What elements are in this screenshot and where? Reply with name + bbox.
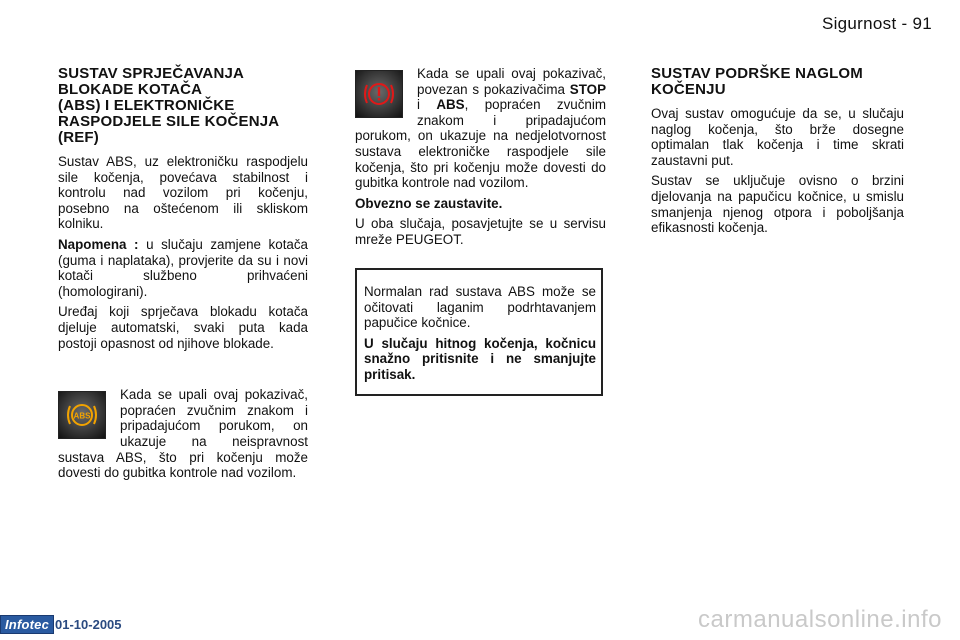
info-box-text: Normalan rad sustava ABS može se očitovati laganim podrhtavanjem papučice kočnice. [364,284,596,331]
footer [0,614,122,634]
brake-assist-paragraph-1: Ovaj sustav omogućuje da se, u slučaju naglog kočenja, što brže dosegne optimalan tlak kočenja i time skrati zaustavni put. [651,106,904,168]
abs-warning-block: ABS Kada se upali ovaj pokazivač, popraćen zvučnim znakom i pripadajućom porukom, on ukazuje na neispravnost sustava ABS, što pri kočenju može dovesti do gubitka kontrole nad vozilom. [58,387,308,481]
service-note: U oba slučaja, posavjetujte se u servisu mreže PEUGEOT. [355,216,606,247]
brake-warning-icon [355,70,403,118]
watermark: carmanualsonline.info [698,606,942,633]
abs-auto-paragraph: Uređaj koji sprječava blokadu kotača djeluje automatski, svaki puta kada postoji opasnost od njihove blokade. [58,304,308,351]
brake-assist-section [651,66,904,241]
page-title: Sigurnost - 91 [821,14,932,33]
abs-intro-paragraph: Sustav ABS, uz elektroničku raspodjelu sile kočenja, povećava stabilnost i kontrolu nad vozilom pri kočenju, posebno na oštećenom ili skliskom kolniku. [58,154,308,232]
abs-info-box [355,268,603,396]
brake-warning-block: Kada se upali ovaj pokazivač, povezan s pokazivačima STOP i ABS, popraćen zvučnim znakom i pripadajućom porukom, on ukazuje na nedjelotvornost sustava elektroničke raspodjele sile kočenja, što pri kočenju može dovesti do gubitka kontrole nad vozilom. [355,66,607,191]
info-box-emphasis: U slučaju hitnog kočenja, kočnicu snažno pritisnite i ne smanjujte pritisak. [364,335,596,382]
abs-section [58,66,308,486]
footer-date: 01-10-2005 [55,616,122,632]
abs-note-paragraph: Napomena : u slučaju zamjene kotača (guma i naplataka), provjerite da su i novi kotači službeno prihvaćeni (homologirani). [58,236,309,299]
stop-note: Obvezno se zaustavite. [355,195,503,211]
brake-assist-title: SUSTAV PODRŠKE NAGLOM KOČENJU [651,65,863,98]
abs-section-title: SUSTAV SPRJEČAVANJA BLOKADE KOTAČA (ABS) I ELEKTRONIČKE RASPODJELE SILE KOČENJA (REF) [58,65,280,146]
ref-warning-section [355,66,606,253]
note-label: Napomena : [58,236,139,252]
svg-text:ABS: ABS [73,411,91,421]
abs-warning-icon [58,391,106,439]
infotec-logo: Infotec [0,615,54,634]
brake-assist-paragraph-2: Sustav se uključuje ovisno o brzini djelovanja na papučicu kočnice, u smislu smanjenja njenog otpora i poboljšanja efikasnosti kočenja. [651,173,904,236]
